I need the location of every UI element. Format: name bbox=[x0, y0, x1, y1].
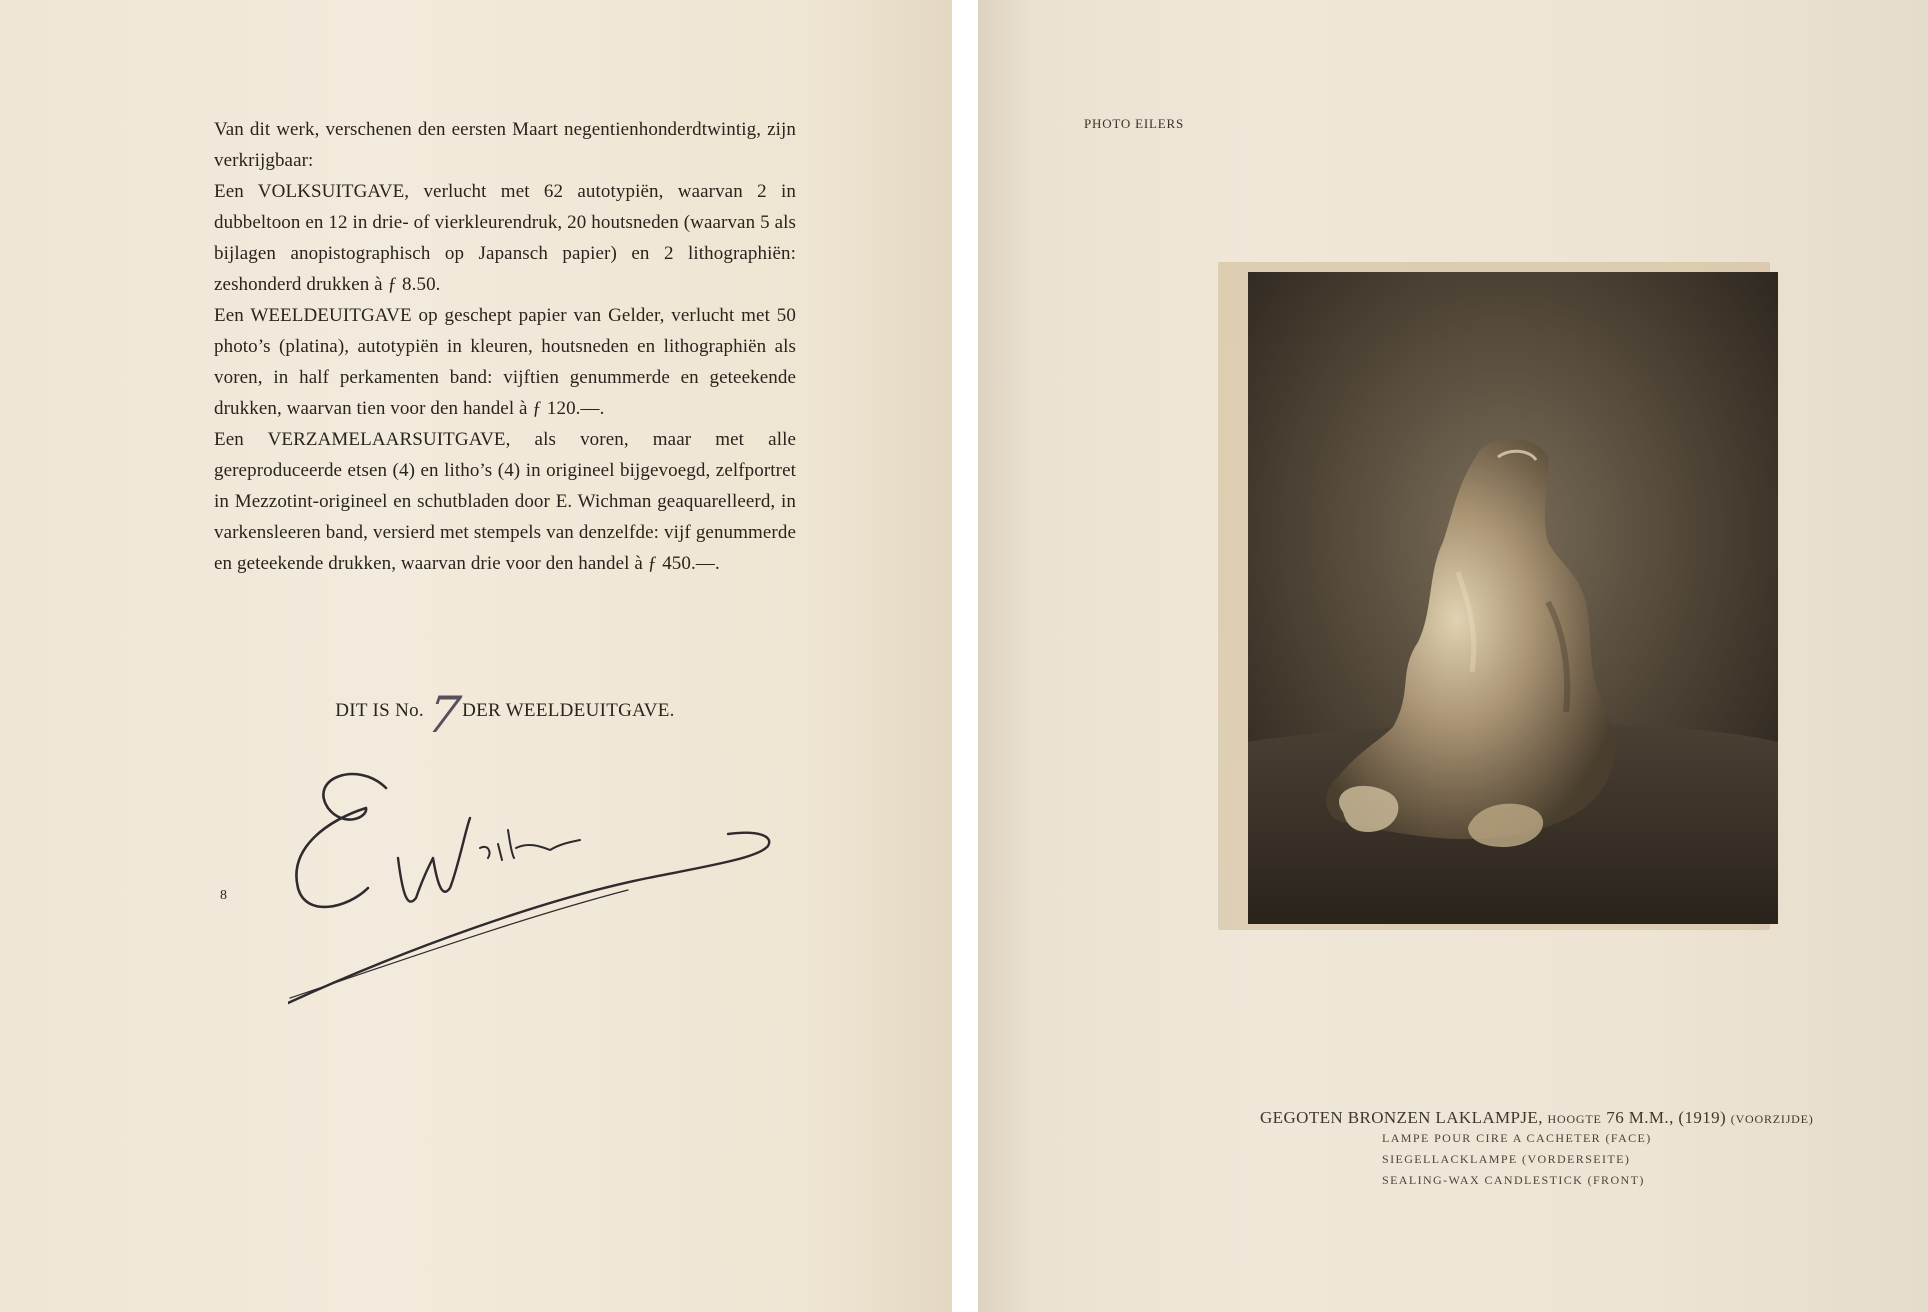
left-page bbox=[0, 0, 952, 1312]
edition-prefix: DIT IS No. bbox=[335, 700, 424, 721]
bronze-lamp-photo bbox=[1248, 272, 1778, 924]
page-number: 8 bbox=[220, 888, 227, 903]
volksuitgave-paragraph: Een VOLKSUITGAVE, verlucht met 62 autotypiën, waarvan 2 in dubbeltoon en 12 in drie- of vierkleurendruk, 20 houtsneden (waarvan 5 als bijlagen anopistographisch op Japansch papier) en 2 lithographiën: zeshonderd drukken à ƒ 8.50. bbox=[214, 181, 796, 295]
edition-text bbox=[214, 114, 796, 579]
caption-year: (1919) bbox=[1678, 1108, 1727, 1127]
caption-english: SEALING-WAX CANDLESTICK (FRONT) bbox=[1382, 1173, 1645, 1187]
edition-suffix: DER WEELDEUITGAVE. bbox=[462, 700, 675, 721]
verzamelaarsuitgave-paragraph: Een VERZAMELAARSUITGAVE, als voren, maar met alle gereproduceerde etsen (4) en litho’s (4) in origineel bijgevoegd, zelfportret in Mezzotint-origineel en schutbladen door E. Wichman geaquarelleerd, in varkensleeren band, versierd met stempels van denzelfde: vijf genummerde en geteekende drukken, waarvan drie voor den handel à ƒ 450.—. bbox=[214, 429, 796, 574]
book-gutter bbox=[952, 0, 978, 1312]
intro-paragraph: Van dit werk, verschenen den eersten Maart negentienhonderdtwintig, zijn verkrijgbaar: bbox=[214, 119, 796, 171]
caption-height-label: HOOGTE bbox=[1547, 1112, 1602, 1126]
signature-icon bbox=[288, 748, 788, 1018]
caption-german: SIEGELLACKLAMPE (VORDERSEITE) bbox=[1382, 1152, 1631, 1166]
caption-title-line bbox=[1260, 1108, 1840, 1128]
photo-credit: PHOTO EILERS bbox=[1084, 116, 1185, 131]
caption-title: GEGOTEN BRONZEN LAKLAMPJE, bbox=[1260, 1108, 1543, 1127]
caption-side: (VOORZIJDE) bbox=[1730, 1112, 1814, 1126]
weeldeuitgave-paragraph: Een WEELDEUITGAVE op geschept papier van Gelder, verlucht met 50 photo’s (platina), autotypiën in kleuren, houtsneden en lithographiën als voren, in half perkamenten band: vijftien genummerde en geteekende drukken, waarvan tien voor den handel à ƒ 120.—. bbox=[214, 305, 796, 419]
caption-height-value: 76 M.M., bbox=[1606, 1108, 1674, 1127]
handwritten-edition-number: 7 bbox=[423, 686, 465, 744]
caption-french: LAMPE POUR CIRE A CACHETER (FACE) bbox=[1382, 1131, 1652, 1145]
photo-caption bbox=[1260, 1108, 1840, 1191]
right-page bbox=[978, 0, 1928, 1312]
edition-number-line bbox=[214, 686, 796, 744]
